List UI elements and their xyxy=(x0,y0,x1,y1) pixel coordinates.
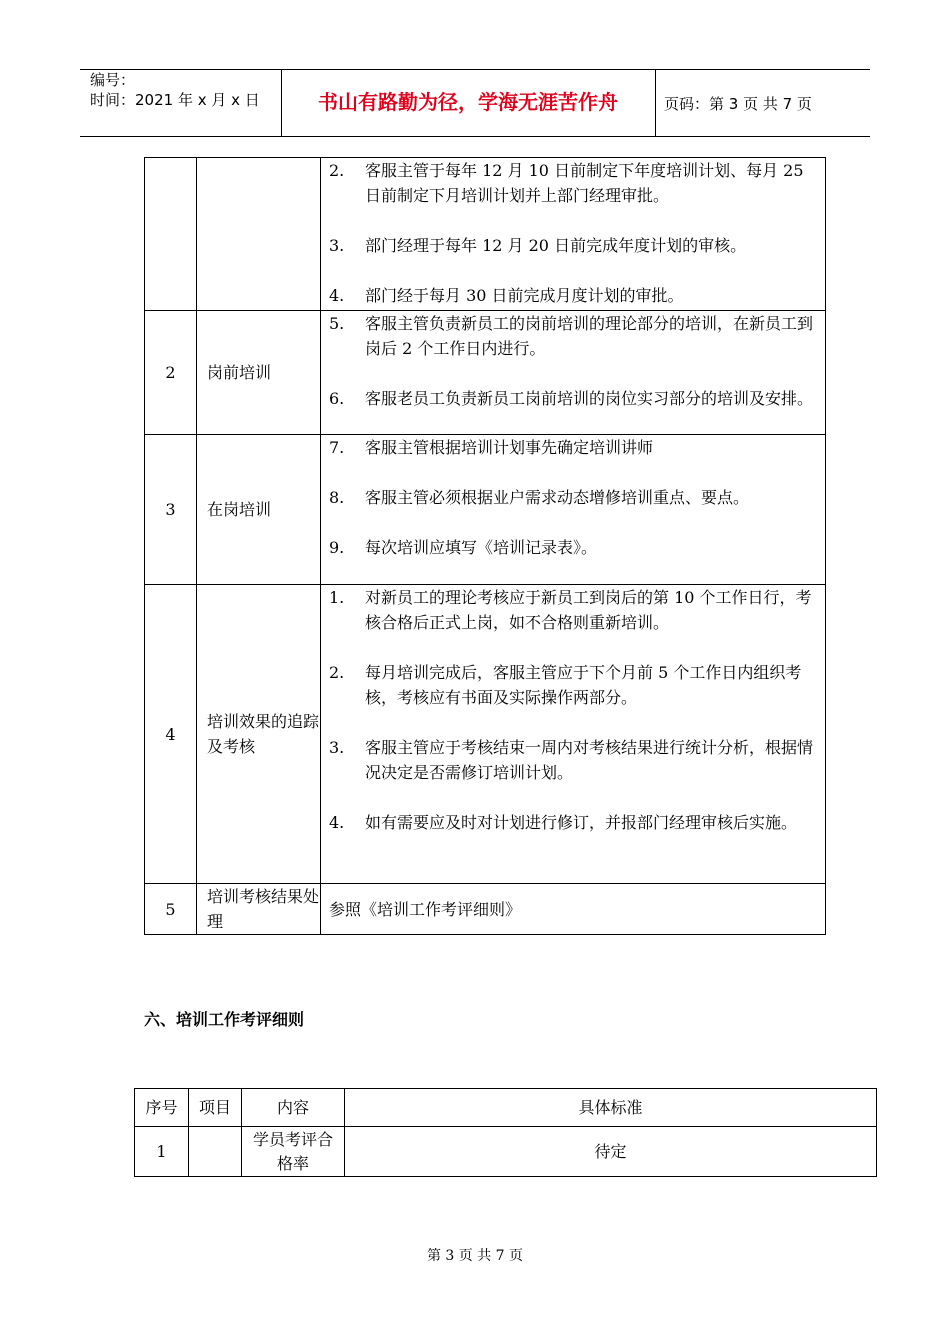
item-number: 3. xyxy=(329,738,345,757)
table-row xyxy=(145,311,826,435)
list-item xyxy=(329,585,815,635)
item-text: 对新员工的理论考核应于新员工到岗后的第 10 个工作日行，考核合格后正式上岗，如不合格则重新培训。 xyxy=(365,588,812,632)
item-text: 如有需要应及时对计划进行修订，并报部门经理审核后实施。 xyxy=(365,813,798,832)
evaluation-table xyxy=(134,1088,877,1177)
header-cell-standard: 具体标准 xyxy=(345,1089,877,1127)
item-text: 客服主管于每年 12 月 10 日前制定下年度培训计划、每月 25 日前制定下月培训计划并上部门经理审批。 xyxy=(365,161,804,205)
item-text: 客服主管根据培训计划事先确定培训讲师 xyxy=(365,438,654,457)
cell-number: 1 xyxy=(135,1127,189,1177)
row-number: 2 xyxy=(145,311,197,435)
list-item xyxy=(329,283,815,308)
header-top-rule xyxy=(80,69,870,70)
row-content xyxy=(321,435,826,585)
item-number: 8. xyxy=(329,488,345,507)
header-bottom-rule xyxy=(80,136,870,137)
item-number: 1. xyxy=(329,588,345,607)
header-page-label: 页码：第 3 页 共 7 页 xyxy=(664,95,812,113)
list-item xyxy=(329,435,815,460)
header-cell-content: 内容 xyxy=(242,1089,345,1127)
item-text: 每月培训完成后，客服主管应于下个月前 5 个工作日内组织考核，考核应有书面及实际操作两部分。 xyxy=(365,663,802,707)
row-content xyxy=(321,158,826,311)
table-row xyxy=(145,884,826,935)
row-content xyxy=(321,311,826,435)
row-project: 在岗培训 xyxy=(197,435,321,585)
item-number: 5. xyxy=(329,314,345,333)
row-number: 4 xyxy=(145,585,197,884)
item-number: 9. xyxy=(329,538,345,557)
table-row xyxy=(145,585,826,884)
table-row xyxy=(145,158,826,311)
table-row xyxy=(145,435,826,585)
header-code-label: 编号： xyxy=(90,71,136,89)
list-item xyxy=(329,386,815,411)
item-number: 6. xyxy=(329,389,345,408)
training-plan-table xyxy=(144,157,826,935)
header-date-label: 时间：2021 年 x 月 x 日 xyxy=(90,91,260,109)
item-text: 部门经于每月 30 日前完成月度计划的审批。 xyxy=(365,286,684,305)
row-project: 培训效果的追踪及考核 xyxy=(197,585,321,884)
item-number: 2. xyxy=(329,161,345,180)
item-text: 部门经理于每年 12 月 20 日前完成年度计划的审核。 xyxy=(365,236,747,255)
cell-standard: 待定 xyxy=(345,1127,877,1177)
list-item xyxy=(329,660,815,710)
row-project xyxy=(197,158,321,311)
section-title: 六、培训工作考评细则 xyxy=(144,1010,305,1029)
list-item xyxy=(329,158,815,208)
header-divider-right xyxy=(655,69,656,136)
list-item xyxy=(329,810,815,835)
item-number: 3. xyxy=(329,236,345,255)
row-content xyxy=(321,585,826,884)
cell-project xyxy=(189,1127,242,1177)
list-item xyxy=(329,311,815,361)
item-number: 4. xyxy=(329,286,345,305)
item-number: 2. xyxy=(329,663,345,682)
item-text: 客服主管应于考核结束一周内对考核结果进行统计分析，根据情况决定是否需修订培训计划。 xyxy=(365,738,814,782)
row-number: 5 xyxy=(145,884,197,935)
row-content: 参照《培训工作考评细则》 xyxy=(321,884,826,935)
row-project: 岗前培训 xyxy=(197,311,321,435)
item-number: 7. xyxy=(329,438,345,457)
list-item xyxy=(329,735,815,785)
header-motto: 书山有路勤为径，学海无涯苦作舟 xyxy=(318,90,618,114)
table-header-row xyxy=(135,1089,877,1127)
list-item xyxy=(329,485,815,510)
row-project: 培训考核结果处理 xyxy=(197,884,321,935)
item-text: 每次培训应填写《培训记录表》。 xyxy=(365,538,598,557)
item-text: 客服主管负责新员工的岗前培训的理论部分的培训，在新员工到岗后 2 个工作日内进行。 xyxy=(365,314,814,358)
cell-content: 学员考评合格率 xyxy=(242,1127,345,1177)
table-row xyxy=(135,1127,877,1177)
item-text: 客服主管必须根据业户需求动态增修培训重点、要点。 xyxy=(365,488,750,507)
list-item xyxy=(329,535,815,560)
page-footer: 第 3 页 共 7 页 xyxy=(426,1248,524,1264)
header-cell-number: 序号 xyxy=(135,1089,189,1127)
list-item xyxy=(329,233,815,258)
item-text: 客服老员工负责新员工岗前培训的岗位实习部分的培训及安排。 xyxy=(365,389,814,408)
row-number xyxy=(145,158,197,311)
row-number: 3 xyxy=(145,435,197,585)
header-cell-project: 项目 xyxy=(189,1089,242,1127)
item-number: 4. xyxy=(329,813,345,832)
